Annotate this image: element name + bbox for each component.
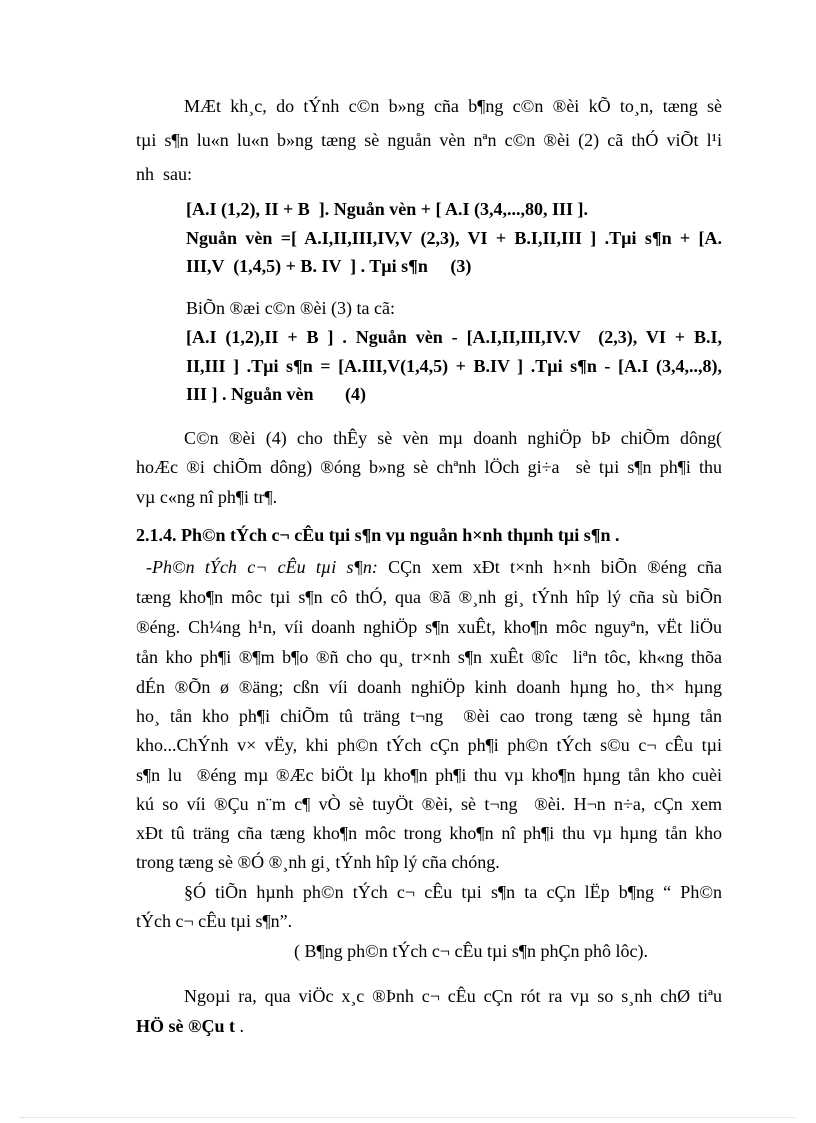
paragraph-line: tµi s¶n lu«n lu«n b»ng tæng sè nguån vèn nªn c©n ®èi (2) cã thÓ viÕt l¹i <box>136 130 722 150</box>
equation-line: III ] . Nguån vèn (4) <box>186 384 367 404</box>
paragraph-line: dÉn ®Õn ø ®äng; cßn víi doanh nghiÖp kinh doanh hµng ho¸ th× hµng <box>136 677 722 697</box>
paragraph-line: tÝch c¬ cÊu tµi s¶n”. <box>136 911 293 931</box>
paragraph-line: hoÆc ®i chiÕm dông) ®óng b»ng sè chªnh lÖch gi÷a sè tµi s¶n ph¶i thu <box>136 457 722 477</box>
equation-line: II,III ] .Tµi s¶n = [A.III,V(1,4,5) + B.IV ] .Tµi s¶n - [A.I (3,4,..,8), <box>186 356 722 376</box>
paragraph-line: MÆt kh¸c, do tÝnh c©n b»ng cña b¶ng c©n ®èi kÕ to¸n, tæng sè <box>184 96 722 116</box>
page-bottom-rule <box>20 1117 796 1118</box>
paragraph-line: Ngoµi ra, qua viÖc x¸c ®Þnh c¬ cÊu cÇn rót ra vµ so s¸nh chØ tiªu <box>184 986 722 1006</box>
paragraph-line: tæng kho¶n môc tµi s¶n cô thÓ, qua ®ã ®¸nh gi¸ tÝnh hîp lý cña sù biÕn <box>136 587 722 607</box>
equation-line: Nguån vèn =[ A.I,II,III,IV,V (2,3), VI + B.I,II,III ] .Tµi s¶n + [A. <box>186 228 722 248</box>
equation-line: [A.I (1,2),II + B ] . Nguån vèn - [A.I,II,III,IV.V (2,3), VI + B.I, <box>186 327 722 347</box>
subsection-lead: -Ph©n tÝch c¬ cÊu tµi s¶n: <box>146 557 378 577</box>
table-reference: ( B¶ng ph©n tÝch c¬ cÊu tµi s¶n phÇn phô lôc). <box>294 941 648 961</box>
equation-line: [A.I (1,2), II + B ]. Nguån vèn + [ A.I (3,4,...,80, III ]. <box>186 199 589 219</box>
paragraph-line: kú so víi ®Çu n¨m c¶ vÒ sè tuyÖt ®èi, sè t¬ng ®èi. H¬n n÷a, cÇn xem <box>136 794 722 814</box>
paragraph-line: C©n ®èi (4) cho thÊy sè vèn mµ doanh nghiÖp bÞ chiÕm dông( <box>184 428 722 448</box>
paragraph-line: xÐt tû träng cña tæng kho¶n môc trong kho¶n nî ph¶i thu vµ hµng tån kho <box>136 823 722 843</box>
subsection-first-line-rest: CÇn xem xÐt t×nh h×nh biÕn ®éng cña <box>377 557 722 577</box>
section-heading: 2.1.4. Ph©n tÝch c¬ cÊu tµi s¶n vµ nguån h×nh thµnh tµi s¶n . <box>136 525 620 545</box>
subsection-first-line <box>146 556 722 578</box>
paragraph-line: trong tæng sè ®Ó ®¸nh gi¸ tÝnh hîp lý cña chóng. <box>136 852 500 872</box>
bold-term: HÖ sè ®Çu t <box>136 1016 235 1036</box>
paragraph-line: nh sau: <box>136 164 192 184</box>
paragraph-line: §Ó tiÕn hµnh ph©n tÝch c¬ cÊu tµi s¶n ta cÇn lËp b¶ng “ Ph©n <box>184 882 722 902</box>
paragraph-line <box>136 1015 244 1037</box>
paragraph-line: tån kho ph¶i ®¶m b¶o ®ñ cho qu¸ tr×nh s¶n xuÊt ®îc liªn tôc, kh«ng thõa <box>136 647 722 667</box>
paragraph-line: ®éng. Ch¼ng h¹n, víi doanh nghiÖp s¶n xuÊt, kho¶n môc nguyªn, vËt liÖu <box>136 617 722 637</box>
paragraph-line-rest: . <box>234 1016 244 1036</box>
paragraph-line: kho...ChÝnh v× vËy, khi ph©n tÝch cÇn ph¶i ph©n tÝch s©u c¬ cÊu tµi <box>136 735 722 755</box>
equation-line: III,V (1,4,5) + B. IV ] . Tµi s¶n (3) <box>186 256 472 276</box>
paragraph-line: s¶n lu ®éng mµ ®Æc biÖt lµ kho¶n ph¶i thu vµ kho¶n hµng tån kho cuèi <box>136 765 722 785</box>
paragraph-line: vµ c«ng nî ph¶i tr¶. <box>136 487 278 507</box>
paragraph-line: BiÕn ®æi c©n ®èi (3) ta cã: <box>186 298 395 318</box>
paragraph-line: ho¸ tån kho ph¶i chiÕm tû träng t¬ng ®èi cao trong tæng sè hµng tån <box>136 706 722 726</box>
